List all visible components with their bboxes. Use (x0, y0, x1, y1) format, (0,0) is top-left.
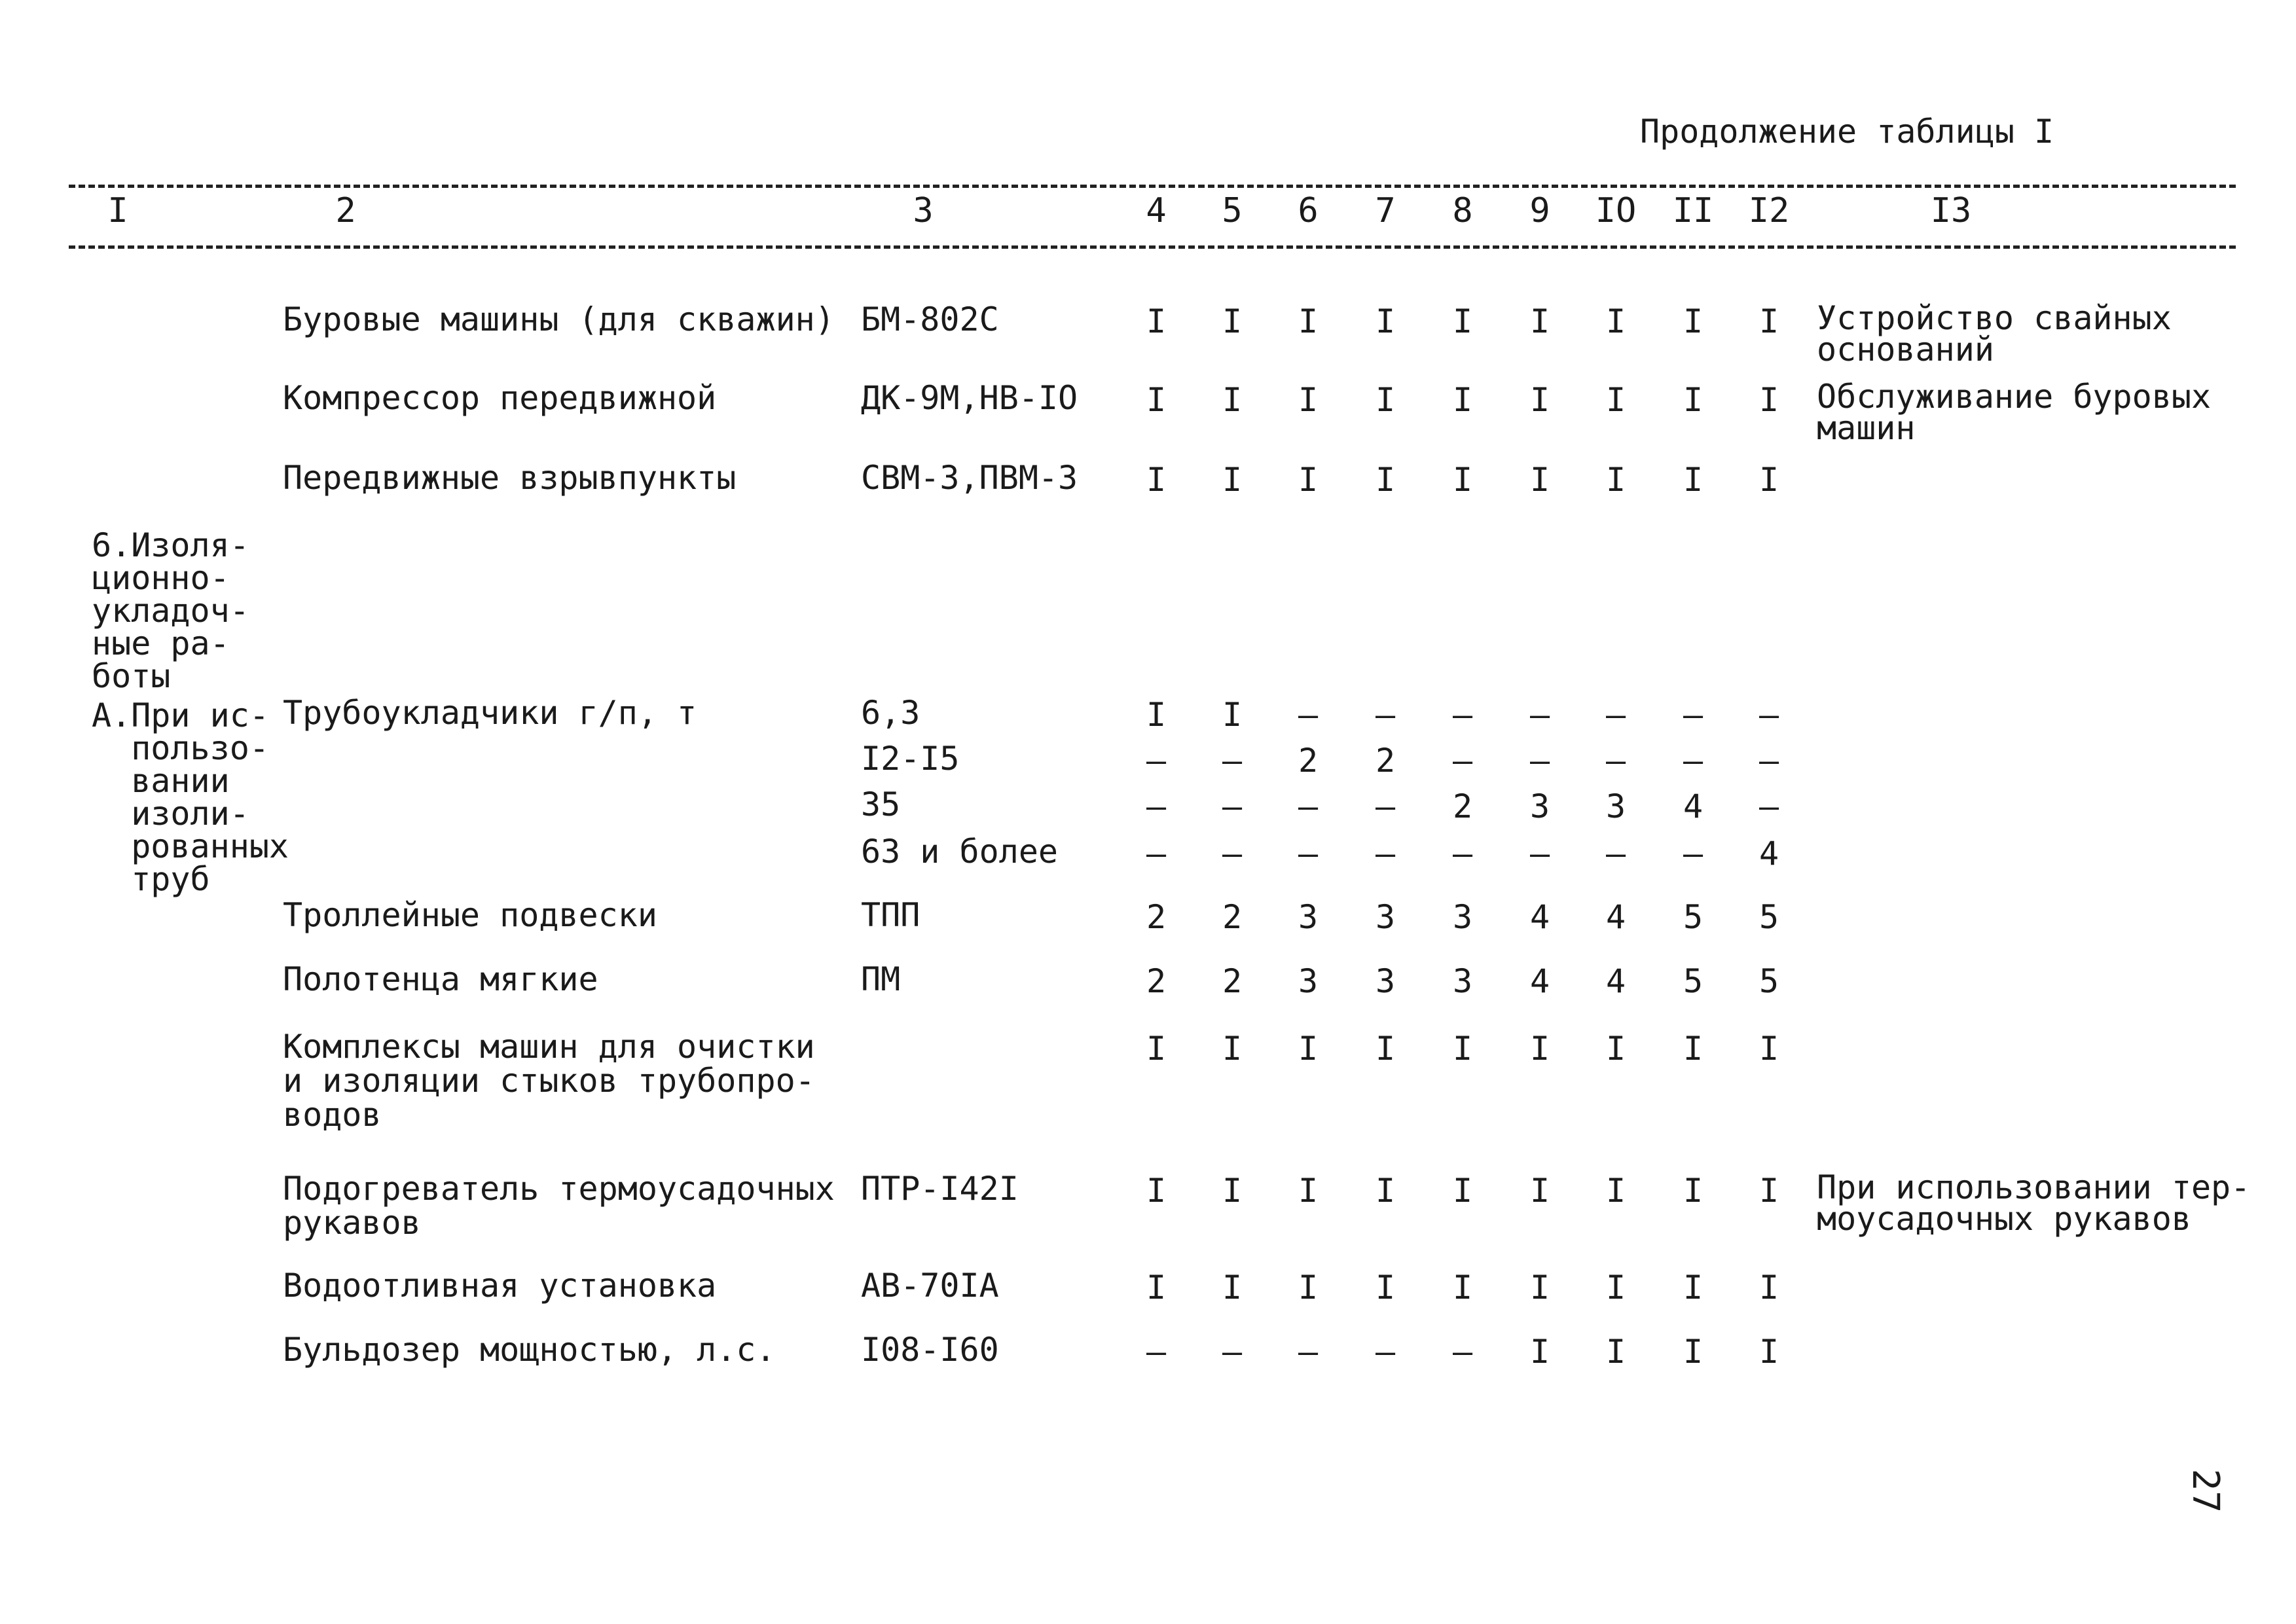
row-value-col-9: I (1529, 302, 1550, 340)
row-value-col-5: I (1222, 302, 1243, 340)
row-value-col-6: I (1298, 381, 1319, 419)
row-value-col-7: I (1375, 1030, 1396, 1068)
row-value-col-8: I (1452, 1172, 1473, 1210)
row-value-col-4: I (1146, 461, 1167, 499)
row-value-col-4: I (1146, 696, 1167, 734)
row-mark: 63 и более (861, 833, 1059, 871)
row-value-col-11: I (1683, 1030, 1704, 1068)
row-value-col-11: – (1683, 742, 1704, 780)
row-name: Водоотливная установка (283, 1267, 717, 1305)
row-value-col-9: 3 (1529, 787, 1550, 825)
row-value-col-5: 2 (1222, 898, 1243, 936)
column-header-2: 2 (335, 191, 356, 230)
row-value-col-9: 4 (1529, 898, 1550, 936)
row-value-col-12: – (1758, 742, 1779, 780)
row-value-col-4: – (1146, 835, 1167, 873)
row-value-col-12: – (1758, 696, 1779, 734)
column-header-10: IO (1595, 191, 1637, 230)
row-value-col-7: 3 (1375, 962, 1396, 1000)
row-name: Полотенца мягкие (283, 960, 598, 998)
row-value-col-11: I (1683, 1269, 1704, 1307)
row-mark: ТПП (861, 896, 920, 934)
row-value-col-11: – (1683, 696, 1704, 734)
row-value-col-6: – (1298, 787, 1319, 825)
row-value-col-10: – (1605, 835, 1626, 873)
row-value-col-7: – (1375, 1333, 1396, 1371)
row-value-col-11: I (1683, 302, 1704, 340)
row-name: Комплексы машин для очистки и изоляции стыков трубопро-водов (283, 1028, 815, 1134)
column-header-13: I3 (1930, 191, 1972, 230)
row-value-col-12: 5 (1758, 898, 1779, 936)
row-value-col-7: I (1375, 381, 1396, 419)
row-value-col-4: 2 (1146, 962, 1167, 1000)
row-value-col-5: – (1222, 835, 1243, 873)
row-value-col-7: 2 (1375, 742, 1396, 780)
column-header-7: 7 (1375, 191, 1396, 230)
row-value-col-10: I (1605, 1269, 1626, 1307)
row-value-col-5: I (1222, 1269, 1243, 1307)
row-value-col-8: – (1452, 696, 1473, 734)
row-value-col-9: – (1529, 696, 1550, 734)
row-value-col-10: 4 (1605, 898, 1626, 936)
row-value-col-11: 5 (1683, 898, 1704, 936)
row-mark: 35 (861, 785, 901, 823)
row-value-col-12: – (1758, 787, 1779, 825)
row-name: Буровые машины (для скважин) (283, 300, 835, 338)
row-mark: ПМ (861, 960, 901, 998)
row-mark: ДК-9М,НВ-IO (861, 379, 1078, 417)
row-value-col-6: 3 (1298, 962, 1319, 1000)
column-header-11: II (1672, 191, 1714, 230)
section-6-label: 6.Изоля- ционно- укладоч- ные ра- боты (92, 526, 249, 695)
row-value-col-9: I (1529, 1269, 1550, 1307)
row-value-col-10: I (1605, 461, 1626, 499)
row-value-col-8: I (1452, 1030, 1473, 1068)
row-value-col-6: 3 (1298, 898, 1319, 936)
column-header-8: 8 (1452, 191, 1473, 230)
row-value-col-4: – (1146, 742, 1167, 780)
row-value-col-7: I (1375, 302, 1396, 340)
row-value-col-7: – (1375, 696, 1396, 734)
row-value-col-5: – (1222, 787, 1243, 825)
row-value-col-9: – (1529, 835, 1550, 873)
row-value-col-10: I (1605, 1030, 1626, 1068)
row-value-col-12: I (1758, 1030, 1779, 1068)
column-header-6: 6 (1298, 191, 1319, 230)
row-value-col-4: I (1146, 302, 1167, 340)
row-value-col-12: I (1758, 461, 1779, 499)
row-value-col-11: 4 (1683, 787, 1704, 825)
row-value-col-10: – (1605, 696, 1626, 734)
column-header-3: 3 (913, 191, 934, 230)
row-value-col-9: I (1529, 1030, 1550, 1068)
row-value-col-10: I (1605, 302, 1626, 340)
header-bottom-rule (69, 245, 2236, 249)
row-value-col-9: 4 (1529, 962, 1550, 1000)
row-value-col-6: I (1298, 1269, 1319, 1307)
row-value-col-5: I (1222, 1030, 1243, 1068)
row-value-col-10: – (1605, 742, 1626, 780)
column-header-5: 5 (1222, 191, 1243, 230)
row-name: Трубоукладчики г/п, т (283, 694, 697, 732)
row-value-col-6: I (1298, 461, 1319, 499)
row-value-col-12: I (1758, 302, 1779, 340)
row-value-col-10: I (1605, 1333, 1626, 1371)
row-value-col-5: 2 (1222, 962, 1243, 1000)
row-value-col-9: I (1529, 381, 1550, 419)
row-note: Устройство свайных оснований (1817, 299, 2172, 369)
row-name: Подогреватель термоусадочных рукавов (283, 1170, 835, 1242)
row-value-col-9: I (1529, 1172, 1550, 1210)
row-value-col-8: I (1452, 381, 1473, 419)
row-value-col-4: I (1146, 381, 1167, 419)
row-note: При использовании тер-моусадочных рукавов (1817, 1168, 2251, 1238)
row-value-col-12: I (1758, 1172, 1779, 1210)
row-value-col-7: I (1375, 1172, 1396, 1210)
row-value-col-4: I (1146, 1269, 1167, 1307)
row-value-col-10: I (1605, 1172, 1626, 1210)
row-value-col-4: I (1146, 1172, 1167, 1210)
column-header-4: 4 (1146, 191, 1167, 230)
row-value-col-5: – (1222, 742, 1243, 780)
row-value-col-11: I (1683, 1333, 1704, 1371)
row-value-col-8: – (1452, 1333, 1473, 1371)
row-value-col-7: I (1375, 461, 1396, 499)
row-value-col-5: I (1222, 461, 1243, 499)
row-mark: СВМ-3,ПВМ-3 (861, 459, 1078, 497)
row-value-col-5: I (1222, 696, 1243, 734)
row-value-col-8: 3 (1452, 962, 1473, 1000)
row-name: Компрессор передвижной (283, 379, 717, 417)
page-number: 27 (2184, 1468, 2227, 1513)
row-value-col-6: I (1298, 1172, 1319, 1210)
row-mark: ПТР-I42I (861, 1170, 1019, 1208)
row-value-col-8: I (1452, 1269, 1473, 1307)
row-value-col-6: – (1298, 1333, 1319, 1371)
section-a-label: А.При ис- пользо- вании изоли- рованных труб (92, 696, 289, 898)
row-value-col-8: 2 (1452, 787, 1473, 825)
row-value-col-6: – (1298, 696, 1319, 734)
row-mark: БМ-802С (861, 300, 999, 338)
column-header-12: I2 (1748, 191, 1790, 230)
row-name: Троллейные подвески (283, 896, 657, 934)
row-value-col-6: – (1298, 835, 1319, 873)
row-note: Обслуживание буровых машин (1817, 378, 2212, 447)
row-value-col-4: 2 (1146, 898, 1167, 936)
row-value-col-8: I (1452, 461, 1473, 499)
row-value-col-5: I (1222, 1172, 1243, 1210)
row-value-col-6: 2 (1298, 742, 1319, 780)
row-value-col-8: I (1452, 302, 1473, 340)
row-value-col-9: – (1529, 742, 1550, 780)
row-value-col-10: I (1605, 381, 1626, 419)
row-value-col-11: I (1683, 1172, 1704, 1210)
row-value-col-8: – (1452, 742, 1473, 780)
row-value-col-6: I (1298, 302, 1319, 340)
row-value-col-6: I (1298, 1030, 1319, 1068)
row-value-col-11: I (1683, 461, 1704, 499)
row-value-col-7: 3 (1375, 898, 1396, 936)
row-name: Передвижные взрывпункты (283, 459, 737, 497)
column-header-1: I (107, 191, 128, 230)
row-value-col-8: – (1452, 835, 1473, 873)
row-value-col-11: I (1683, 381, 1704, 419)
row-value-col-4: – (1146, 1333, 1167, 1371)
row-value-col-7: I (1375, 1269, 1396, 1307)
row-mark: АВ-70IА (861, 1267, 999, 1305)
row-value-col-9: I (1529, 461, 1550, 499)
row-value-col-12: 4 (1758, 835, 1779, 873)
row-mark: 6,3 (861, 694, 920, 732)
row-value-col-12: I (1758, 1333, 1779, 1371)
row-value-col-12: I (1758, 381, 1779, 419)
row-mark: I2-I5 (861, 740, 960, 778)
row-value-col-5: I (1222, 381, 1243, 419)
row-value-col-7: – (1375, 835, 1396, 873)
row-mark: I08-I60 (861, 1331, 999, 1369)
row-value-col-8: 3 (1452, 898, 1473, 936)
row-value-col-12: 5 (1758, 962, 1779, 1000)
column-header-9: 9 (1529, 191, 1550, 230)
row-name: Бульдозер мощностью, л.с. (283, 1331, 776, 1369)
row-value-col-4: – (1146, 787, 1167, 825)
row-value-col-7: – (1375, 787, 1396, 825)
row-value-col-9: I (1529, 1333, 1550, 1371)
row-value-col-5: – (1222, 1333, 1243, 1371)
row-value-col-10: 3 (1605, 787, 1626, 825)
row-value-col-4: I (1146, 1030, 1167, 1068)
table-caption: Продолжение таблицы I (1640, 113, 2054, 151)
row-value-col-11: 5 (1683, 962, 1704, 1000)
header-top-rule (69, 185, 2236, 188)
row-value-col-11: – (1683, 835, 1704, 873)
row-value-col-12: I (1758, 1269, 1779, 1307)
row-value-col-10: 4 (1605, 962, 1626, 1000)
